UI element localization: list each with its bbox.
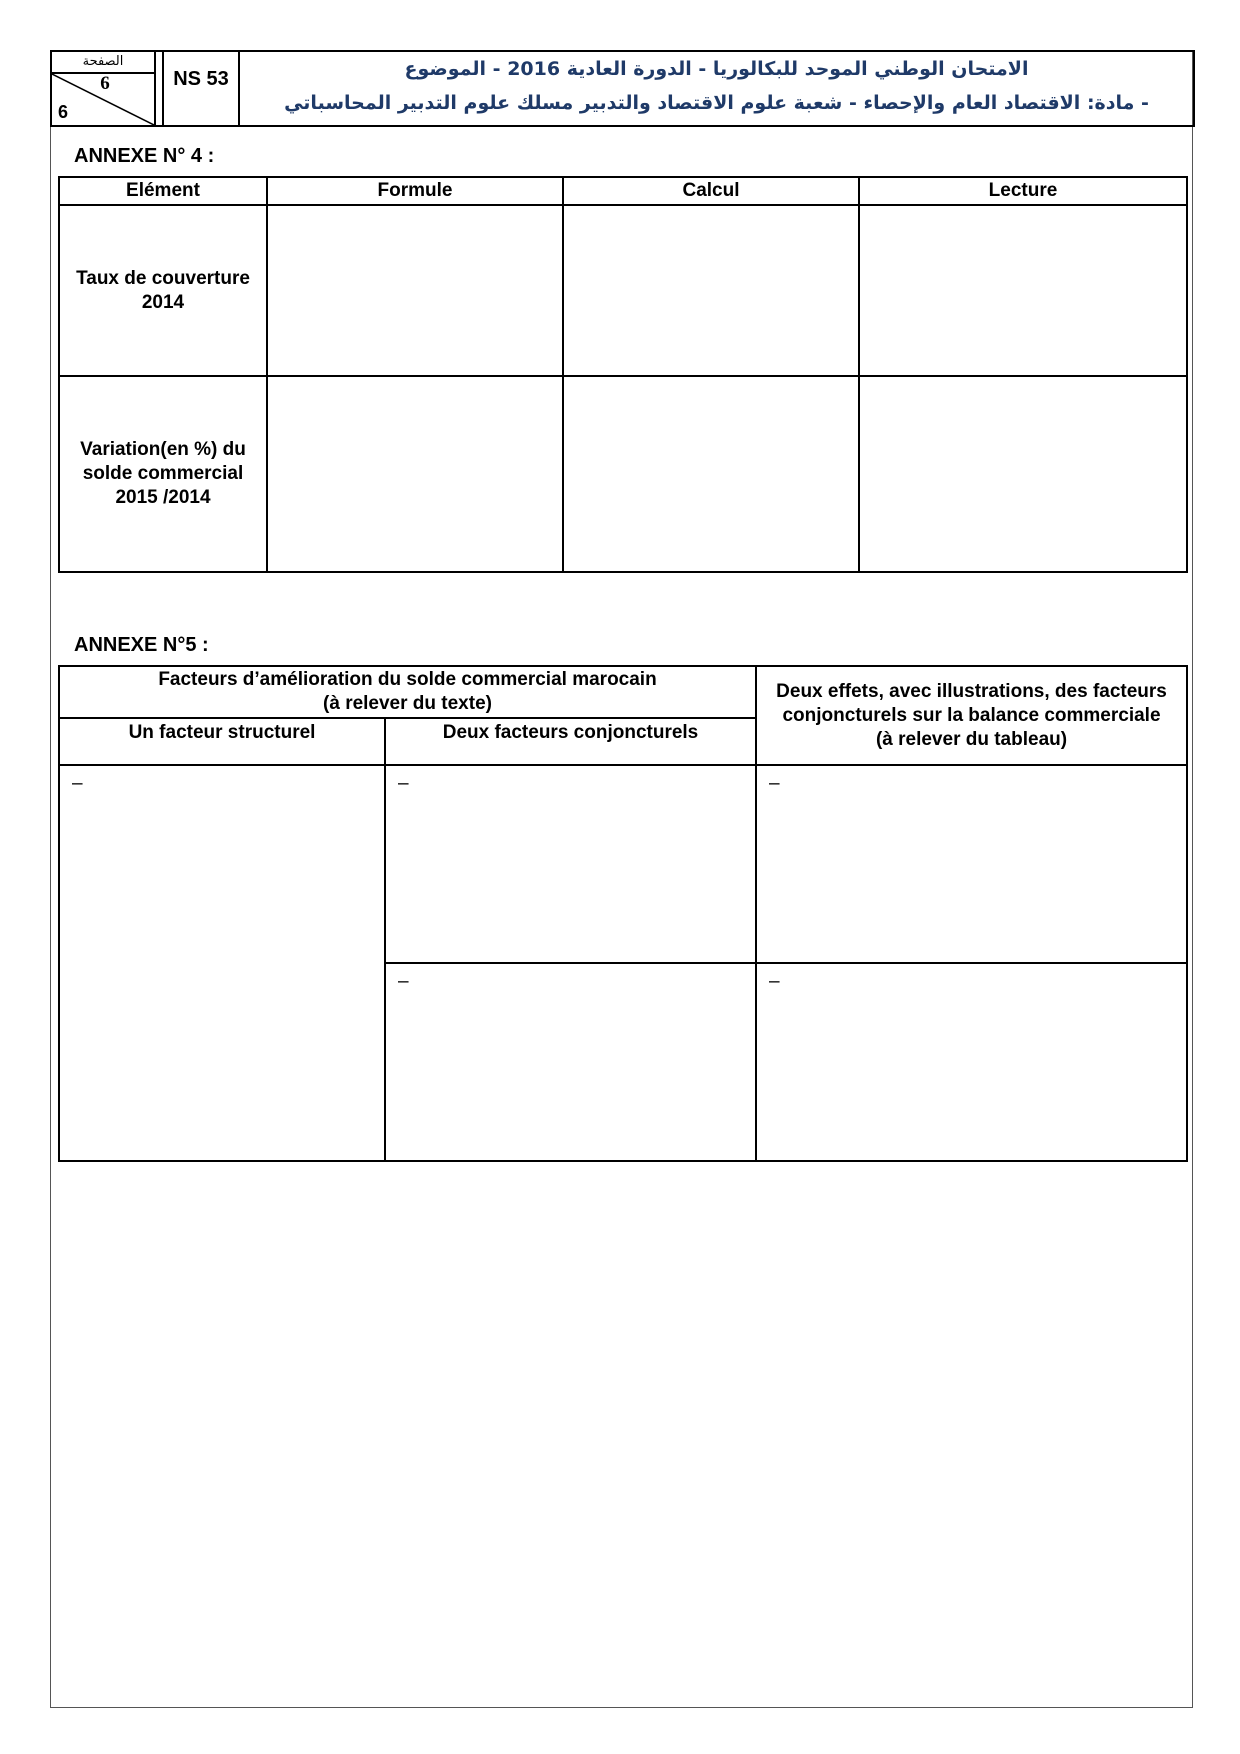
structural-answer-cell[interactable]	[59, 765, 385, 1161]
annex4-table	[58, 176, 1188, 573]
page-number-box	[52, 52, 156, 125]
annex5-title: ANNEXE N°5 :	[74, 634, 209, 656]
annex5-table	[58, 665, 1188, 1162]
answer-cell[interactable]	[267, 376, 563, 572]
annex5-header-row	[59, 666, 1187, 718]
effects-header	[756, 666, 1187, 765]
dash-marker: –	[398, 773, 409, 794]
col-calcul: Calcul	[563, 177, 859, 205]
col-element: Elément	[59, 177, 267, 205]
col-structural-factor: Un facteur structurel	[59, 718, 385, 765]
factors-group-header-line2: (à relever du texte)	[323, 693, 492, 714]
col-lecture: Lecture	[859, 177, 1187, 205]
exam-code: NS 53	[162, 52, 240, 125]
page-label: الصفحة	[52, 52, 154, 74]
dash-marker: –	[398, 971, 409, 992]
conjunctural-answer-cell-2[interactable]	[385, 963, 756, 1161]
effects-header-line1: Deux effets, avec illustrations, des facteurs conjoncturels sur la balance commerciale	[776, 680, 1167, 726]
table-row	[59, 765, 1187, 963]
annex4-title: ANNEXE N° 4 :	[74, 145, 215, 167]
answer-cell[interactable]	[859, 205, 1187, 376]
exam-title-line1: الامتحان الوطني الموحد للبكالوريا - الدورة العادية 2016 - الموضوع	[404, 58, 1029, 80]
table-row	[59, 205, 1187, 376]
answer-cell[interactable]	[563, 376, 859, 572]
row-label-taux-couverture: Taux de couverture 2014	[59, 205, 267, 376]
dash-marker: –	[72, 773, 83, 794]
effect-answer-cell-1[interactable]	[756, 765, 1187, 963]
exam-title	[240, 52, 1193, 125]
dash-marker: –	[769, 971, 780, 992]
answer-cell[interactable]	[859, 376, 1187, 572]
annex4-header-row	[59, 177, 1187, 205]
exam-header	[50, 50, 1195, 127]
effect-answer-cell-2[interactable]	[756, 963, 1187, 1161]
answer-cell[interactable]	[563, 205, 859, 376]
page-current: 6	[100, 73, 110, 94]
answer-cell[interactable]	[267, 205, 563, 376]
factors-group-header	[59, 666, 756, 718]
table-row	[59, 376, 1187, 572]
dash-marker: –	[769, 773, 780, 794]
conjunctural-answer-cell-1[interactable]	[385, 765, 756, 963]
exam-title-line2: - مادة: الاقتصاد العام والإحصاء - شعبة علوم الاقتصاد والتدبير مسلك علوم التدبير المحاسباتي	[284, 92, 1149, 114]
page-total: 6	[58, 102, 69, 122]
col-formule: Formule	[267, 177, 563, 205]
row-label-variation-solde: Variation(en %) du solde commercial 2015 /2014	[59, 376, 267, 572]
col-conjunctural-factors: Deux facteurs conjoncturels	[385, 718, 756, 765]
factors-group-header-line1: Facteurs d’amélioration du solde commercial marocain	[158, 669, 657, 690]
effects-header-line2: (à relever du tableau)	[875, 728, 1068, 750]
